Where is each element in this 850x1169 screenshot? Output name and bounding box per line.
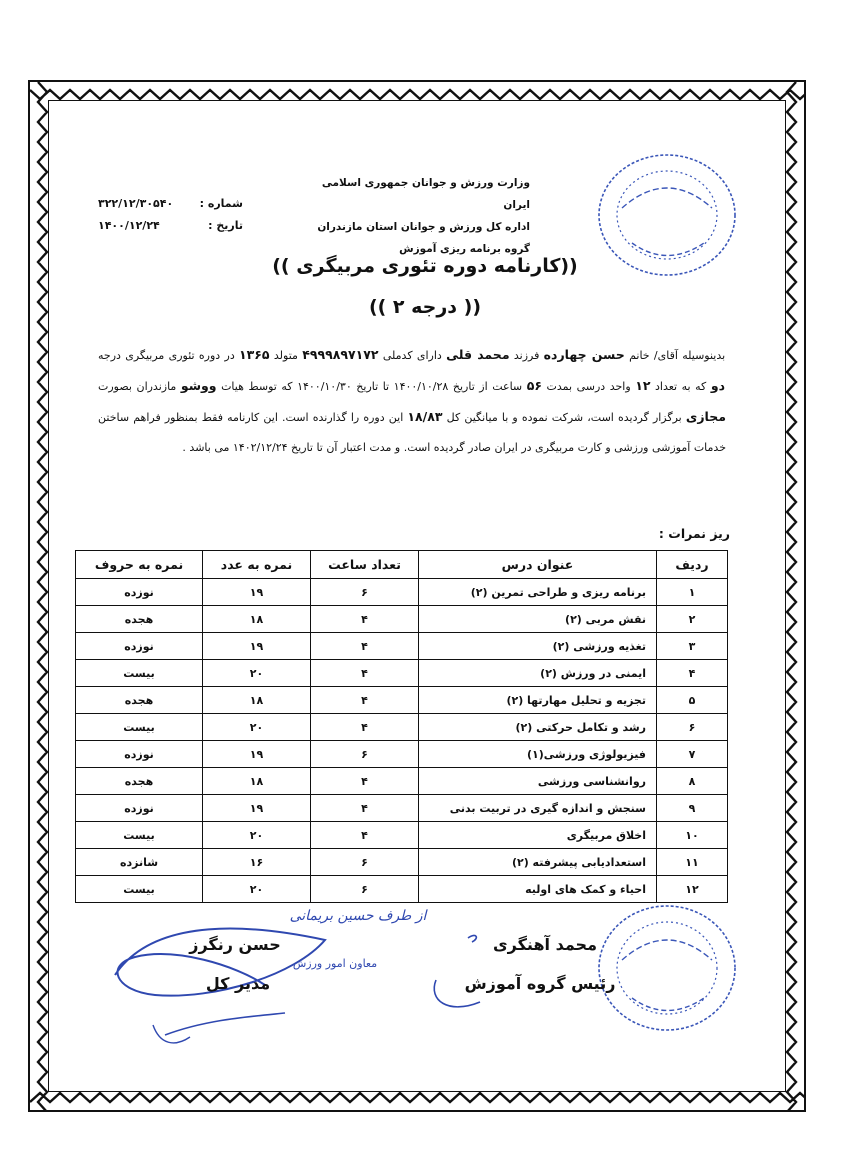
course-title-cell: سنجش و اندازه گیری در تربیت بدنی	[419, 795, 657, 822]
col-header-grade-words: نمره به حروف	[76, 551, 203, 579]
hours-cell: ۴	[311, 714, 419, 741]
table-row	[76, 606, 728, 633]
grade-words-cell: شانزده	[76, 849, 203, 876]
body-text-10: برگزار گردیده است، شرکت نموده و با میانگین کل	[442, 411, 682, 424]
row-number-cell: ۵	[657, 687, 728, 714]
hours-cell: ۴	[311, 795, 419, 822]
row-number-cell: ۳	[657, 633, 728, 660]
number-value: ۳۲۲/۱۲/۳۰۵۴۰	[98, 197, 174, 210]
table-row	[76, 714, 728, 741]
course-title-cell: احیاء و کمک های اولیه	[419, 876, 657, 903]
grade-words-cell: هجده	[76, 768, 203, 795]
grade-number-cell: ۱۹	[203, 795, 311, 822]
hours-cell: ۶	[311, 876, 419, 903]
grades-table	[75, 550, 728, 903]
row-number-cell: ۱۲	[657, 876, 728, 903]
hours-cell: ۴	[311, 660, 419, 687]
course-title-cell: استعدادیابی پیشرفته (۲)	[419, 849, 657, 876]
grade-words-cell: هجده	[76, 687, 203, 714]
hours-cell: ۴	[311, 822, 419, 849]
grade-number-cell: ۲۰	[203, 714, 311, 741]
body-text-4: متولد	[269, 349, 298, 362]
course-title-cell: فیزیولوژی ورزشی(۱)	[419, 741, 657, 768]
grade-words-cell: بیست	[76, 714, 203, 741]
certificate-degree: (( درجه ۲ ))	[368, 296, 482, 318]
course-title-cell: نقش مربی (۲)	[419, 606, 657, 633]
course-title-cell: رشد و تکامل حرکتی (۲)	[419, 714, 657, 741]
degree-word: دو	[710, 378, 725, 393]
date-value: ۱۴۰۰/۱۲/۲۴	[98, 219, 160, 232]
table-row	[76, 660, 728, 687]
course-title-cell: برنامه ریزی و طراحی تمرین (۲)	[419, 579, 657, 606]
hours-cell: ۴	[311, 633, 419, 660]
date-label: تاریخ :	[208, 219, 243, 232]
row-number-cell: ۶	[657, 714, 728, 741]
director-name: حسن رنگرز	[189, 935, 281, 954]
grade-words-cell: نوزده	[76, 579, 203, 606]
group-line: گروه برنامه ریزی آموزش	[399, 243, 530, 255]
table-row	[76, 579, 728, 606]
row-number-cell: ۱۰	[657, 822, 728, 849]
grade-number-cell: ۲۰	[203, 876, 311, 903]
father-name: محمد قلی	[446, 347, 510, 362]
row-number-cell: ۱	[657, 579, 728, 606]
issuer-header	[300, 172, 530, 260]
number-label: شماره :	[199, 197, 243, 210]
left-note-line-1: از طرف حسین بریمانی	[289, 908, 427, 924]
row-number-cell: ۴	[657, 660, 728, 687]
grade-number-cell: ۱۹	[203, 741, 311, 768]
trainee-name: حسن چهارده	[543, 347, 625, 362]
table-row	[76, 876, 728, 903]
birth-year: ۱۳۶۵	[239, 347, 270, 362]
ministry-line: وزارت ورزش و جوانان جمهوری اسلامی ایران	[321, 177, 530, 211]
hours-cell: ۴	[311, 606, 419, 633]
grade-words-cell: بیست	[76, 876, 203, 903]
course-mode: مجازی	[685, 409, 726, 424]
certificate-title: ((کارنامه دوره تئوری مربیگری ))	[272, 255, 578, 277]
grade-words-cell: بیست	[76, 822, 203, 849]
grade-number-cell: ۲۰	[203, 822, 311, 849]
grade-words-cell: نوزده	[76, 795, 203, 822]
body-text-3: دارای کدملی	[378, 349, 442, 362]
course-title-cell: تجزیه و تحلیل مهارتها (۲)	[419, 687, 657, 714]
grade-number-cell: ۱۸	[203, 687, 311, 714]
course-title-cell: اخلاق مربیگری	[419, 822, 657, 849]
national-id: ۴۹۹۹۸۹۷۱۷۲	[302, 347, 379, 362]
col-header-hours: تعداد ساعت	[311, 551, 419, 579]
row-number-cell: ۷	[657, 741, 728, 768]
grade-number-cell: ۱۹	[203, 579, 311, 606]
body-text-6: که به تعداد	[650, 380, 707, 393]
grade-words-cell: نوزده	[76, 741, 203, 768]
director-title: مدیر کل	[205, 974, 271, 993]
official-stamp-bottom	[592, 898, 742, 1038]
table-header-row	[76, 551, 728, 579]
row-number-cell: ۸	[657, 768, 728, 795]
head-of-education-name: محمد آهنگری	[492, 935, 597, 954]
grade-number-cell: ۱۹	[203, 633, 311, 660]
grade-words-cell: هجده	[76, 606, 203, 633]
office-line: اداره کل ورزش و جوانان استان مازندران	[317, 221, 530, 233]
grade-number-cell: ۲۰	[203, 660, 311, 687]
body-text-5: در دوره تئوری مربیگری درجه	[98, 349, 235, 362]
body-text-2: فرزند	[509, 349, 540, 362]
col-header-course-title: عنوان درس	[419, 551, 657, 579]
reference-meta	[98, 193, 243, 237]
body-text-1: بدینوسیله آقای/ خانم	[629, 349, 726, 362]
table-row	[76, 633, 728, 660]
hours-cell: ۶	[311, 741, 419, 768]
grades-table-body	[76, 579, 728, 903]
grade-words-cell: بیست	[76, 660, 203, 687]
body-text-9: مازندران بصورت	[98, 380, 177, 393]
table-row	[76, 849, 728, 876]
head-of-education-title: رئیس گروه آموزش	[464, 974, 616, 993]
row-number-cell: ۱۱	[657, 849, 728, 876]
course-title-cell: تغذیه ورزشی (۲)	[419, 633, 657, 660]
grade-number-cell: ۱۸	[203, 768, 311, 795]
hours-cell: ۴	[311, 768, 419, 795]
average-grade: ۱۸/۸۳	[407, 409, 443, 424]
table-row	[76, 687, 728, 714]
grades-label: ریز نمرات :	[658, 526, 730, 541]
col-header-grade-number: نمره به عدد	[203, 551, 311, 579]
hour-count: ۵۶	[526, 378, 542, 393]
table-row	[76, 768, 728, 795]
table-row	[76, 822, 728, 849]
course-title-cell: ایمنی در ورزش (۲)	[419, 660, 657, 687]
grade-number-cell: ۱۶	[203, 849, 311, 876]
hours-cell: ۴	[311, 687, 419, 714]
body-text-7: واحد درسی بمدت	[541, 380, 631, 393]
row-number-cell: ۲	[657, 606, 728, 633]
body-text-11: این دوره را گذارنده است. این کارنامه فقط بمنظور فراهم ساختن خدمات آموزشی ورزشی و کارت مربیگری در ایران صادر گردیده است. و مدت اعتبار آن تا تاریخ ۱۴۰۲/۱۲/۲۴ می باشد .	[98, 411, 726, 454]
hours-cell: ۶	[311, 579, 419, 606]
left-note-line-2: معاون امور ورزش	[292, 957, 378, 970]
sport-name: ووشو	[180, 378, 217, 393]
grade-words-cell: نوزده	[76, 633, 203, 660]
row-number-cell: ۹	[657, 795, 728, 822]
body-text-8: ساعت از تاریخ ۱۴۰۰/۱۰/۲۸ تا تاریخ ۱۴۰۰/۱۰/۳۰ که توسط هیات	[216, 380, 523, 393]
grade-number-cell: ۱۸	[203, 606, 311, 633]
course-title-cell: روانشناسی ورزشی	[419, 768, 657, 795]
table-row	[76, 741, 728, 768]
hours-cell: ۶	[311, 849, 419, 876]
table-row	[76, 795, 728, 822]
certificate-body	[98, 340, 726, 463]
unit-count: ۱۲	[635, 378, 651, 393]
col-header-row-number: ردیف	[657, 551, 728, 579]
